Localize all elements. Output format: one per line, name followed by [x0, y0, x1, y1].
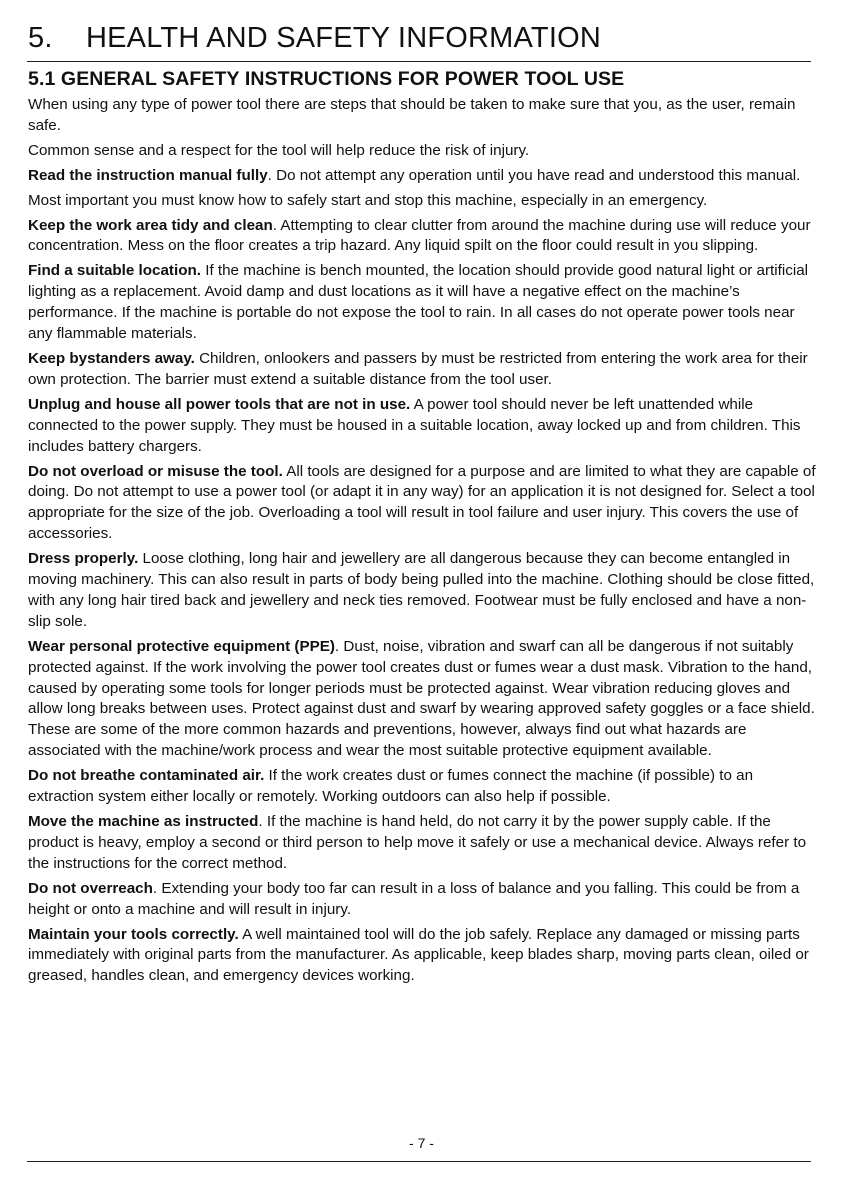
- paragraph: [28, 395, 818, 458]
- paragraph: [28, 141, 818, 162]
- paragraph-lead: Maintain your tools correctly.: [28, 925, 239, 943]
- page-number: - 7 -: [409, 1135, 434, 1151]
- paragraph: [28, 349, 818, 391]
- paragraph-text: A power tool should never be left unattended while connected to the power supply. They must be housed in a suitable location, away locked up and from children. This includes battery chargers.: [28, 395, 801, 455]
- paragraph: [28, 95, 818, 137]
- paragraph-lead: Move the machine as instructed: [28, 813, 259, 830]
- paragraph-text: All tools are designed for a purpose and are limited to what they are capable of doing. Do not attempt to use a power tool (or adapt it in any way) for an application it is not designed for. Select a tool appropriate for the size of the job. Overloading a tool will result in tool failure and user injury. This covers the use of accessories.: [28, 462, 816, 543]
- page-title: [28, 20, 818, 56]
- paragraph: [28, 216, 818, 258]
- paragraph-lead: Find a suitable location.: [28, 262, 201, 280]
- paragraph-lead: Do not overreach: [28, 879, 153, 897]
- bottom-divider: [27, 1161, 811, 1162]
- paragraph: [28, 166, 818, 187]
- paragraph-text: If the machine is bench mounted, the location should provide good natural light or artificial lighting as a replacement. Avoid damp and dust locations as it will have a negative effect on the machine’s performance. If the machine is portable do not expose the tool to rain. In all cases do not operate power tools near any flammable materials.: [28, 262, 809, 343]
- paragraph-text: A well maintained tool will do the job safely. Replace any damaged or missing parts immediately with original parts from the manufacturer. As applicable, keep blades sharp, moving parts clean, oiled or greased, handles clean, and emergency devices working.: [28, 925, 809, 985]
- paragraph: [28, 637, 818, 762]
- paragraph-text: . Do not attempt any operation until you have read and understood this manual.: [267, 166, 801, 184]
- paragraph: [28, 261, 818, 345]
- chapter-number: 5.: [28, 22, 53, 54]
- top-divider: [27, 61, 811, 62]
- paragraph: [28, 191, 818, 212]
- paragraph-text: . Extending your body too far can result in a loss of balance and you falling. This could be from a height or onto a machine and will result in injury.: [28, 879, 800, 918]
- paragraph-lead: Read the instruction manual fully: [28, 166, 268, 184]
- paragraph-text: Loose clothing, long hair and jewellery are all dangerous because they can become entangled in moving machinery. This can also result in parts of body being pulled into the machine. Clothing should be close fitted, with any long hair tired back and jewellery and neck ties removed. Footwear must be fully enclosed and have a non-slip sole.: [28, 550, 815, 630]
- paragraph-text: . Dust, noise, vibration and swarf can all be dangerous if not suitably protected against. If the work involving the power tool creates dust or fumes wear a dust mask. Vibration to the hand, caused by operating some tools for longer periods must be protected against. Wear vibration reducing gloves and allow long breaks between uses. Protect against dust and swarf by wearing approved safety goggles or a face shield. These are some of the more common hazards and preventions, however, always find out what hazards are associated with the machine/work process and wear the most suitable protective equipment available.: [28, 637, 815, 760]
- paragraph: [28, 812, 818, 875]
- paragraph-text: Most important you must know how to safely start and stop this machine, especially in an emergency.: [28, 191, 708, 209]
- paragraph: [28, 549, 818, 633]
- paragraph-text: If the work creates dust or fumes connect the machine (if possible) to an extraction system either locally or remotely. Working outdoors can also help if possible.: [28, 767, 754, 806]
- paragraph: [28, 925, 818, 988]
- paragraph-lead: Do not overload or misuse the tool.: [28, 462, 283, 480]
- body-text: [28, 95, 818, 991]
- paragraph: [28, 462, 818, 546]
- paragraph-lead: Keep bystanders away.: [28, 349, 195, 367]
- paragraph-lead: Keep the work area tidy and clean: [28, 216, 273, 234]
- paragraph-text: When using any type of power tool there are steps that should be taken to make sure that you, as the user, remain safe.: [28, 96, 796, 134]
- paragraph-text: . If the machine is hand held, do not carry it by the power supply cable. If the product is heavy, employ a second or third person to help move it safely or use a mechanical device. Always refer to the instructions for the correct method.: [28, 813, 807, 872]
- paragraph: [28, 879, 818, 921]
- paragraph-text: Children, onlookers and passers by must be restricted from entering the work area for their own protection. The barrier must extend a suitable distance from the tool user.: [28, 349, 808, 388]
- paragraph-lead: Unplug and house all power tools that are not in use.: [28, 395, 411, 413]
- paragraph: [28, 766, 818, 808]
- paragraph-lead: Do not breathe contaminated air.: [28, 767, 265, 785]
- section-heading: 5.1 GENERAL SAFETY INSTRUCTIONS FOR POWER TOOL USE: [28, 68, 625, 90]
- chapter-title: HEALTH AND SAFETY INFORMATION: [86, 22, 601, 54]
- paragraph-text: Common sense and a respect for the tool will help reduce the risk of injury.: [28, 141, 530, 159]
- paragraph-lead: Dress properly.: [28, 550, 139, 568]
- paragraph-lead: Wear personal protective equipment (PPE): [28, 637, 335, 655]
- paragraph-text: . Attempting to clear clutter from around the machine during use will reduce your concentration. Mess on the floor creates a trip hazard. Any liquid spilt on the floor could result in you slipping.: [28, 216, 811, 255]
